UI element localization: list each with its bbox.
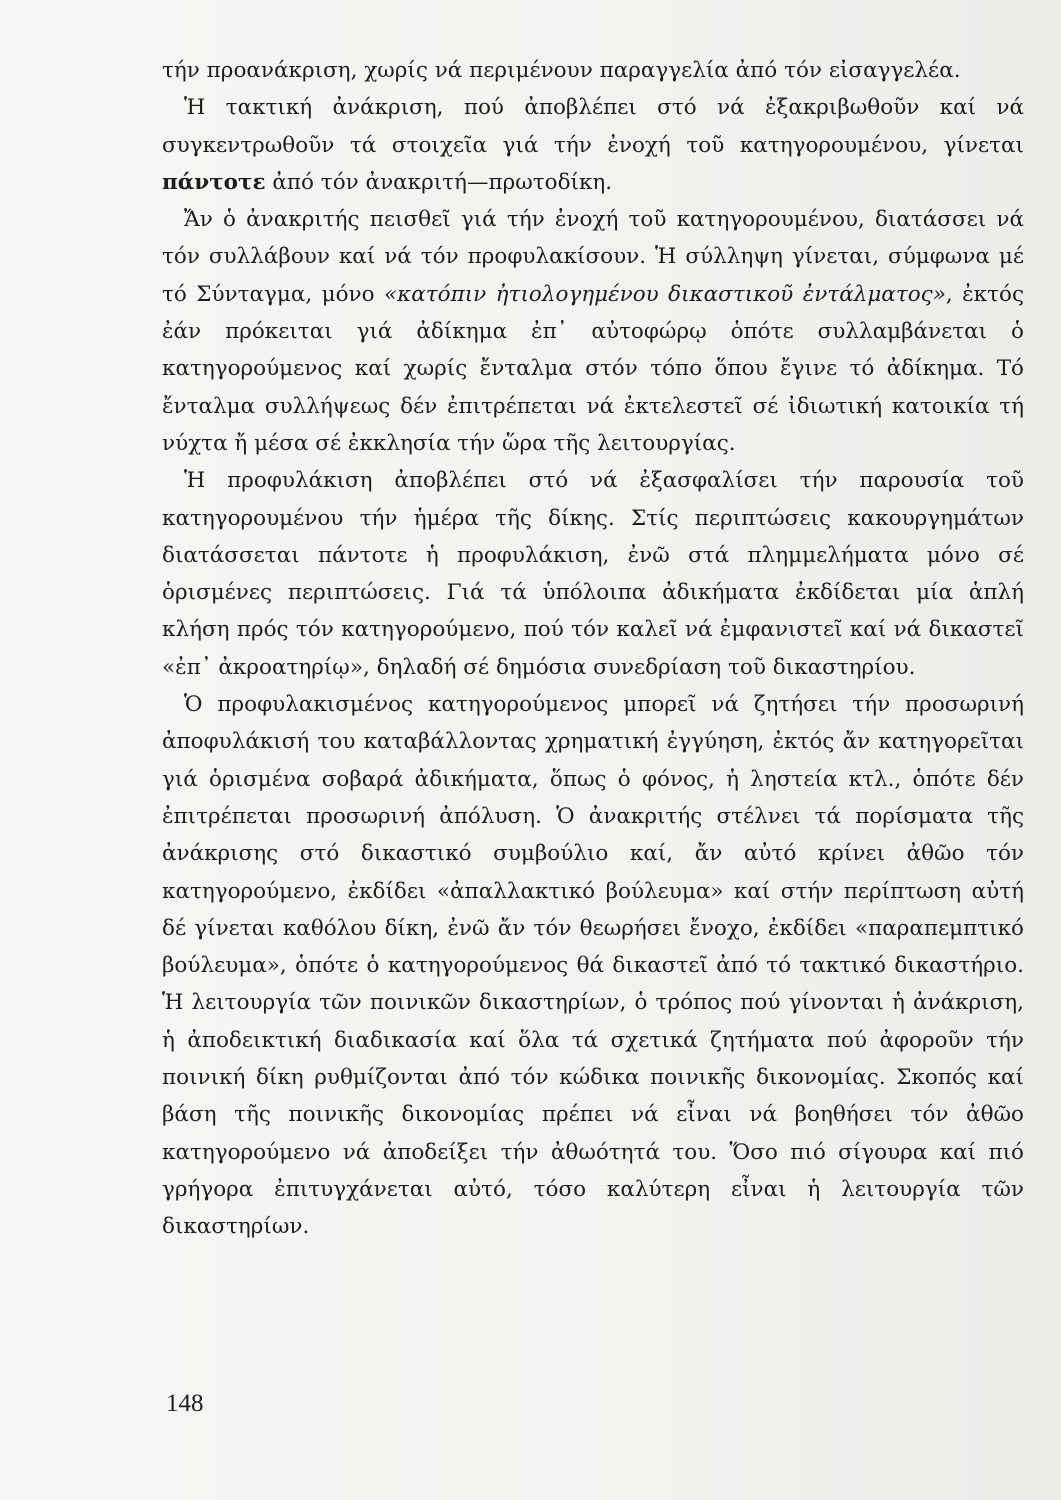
- text-run: Ἄν ὁ ἀνακριτής πεισθεῖ γιά τήν ἐνοχή τοῦ κατηγορουμένου, διατάσσει νά τόν συλλάβουν καί νά τόν προφυλακίσουν. Ἡ σύλληψη γίνεται, σύμφωνα μέ τό Σύνταγμα, μόνο: [162, 207, 1024, 307]
- text-run: Ὁ προφυλακισμένος κατηγορούμενος μπορεῖ νά ζητήσει τήν προσωρινή ἀποφυλάκισή του καταβάλλοντας χρηματική ἐγγύηση, ἐκτός ἄν κατηγορεῖται γιά ὁρισμένα σοβαρά ἀδικήματα, ὅπως ὁ φόνος, ἡ ληστεία κτλ., ὁπότε δέν ἐπιτρέπεται προσωρινή ἀπόλυση. Ὁ ἀνακριτής στέλνει τά πορίσματα τῆς ἀνάκρισης στό δικαστικό συμβούλιο καί, ἄν αὐτό κρίνει ἀθῶο τόν κατηγορούμενο, ἐκδίδει «ἀπαλλακτικό βούλευμα» καί στήν περίπτωση αὐτή δέ γίνεται καθόλου δίκη, ἐνῶ ἄν τόν θεωρήσει ἔνοχο, ἐκδίδει «παραπεμπτικό βούλευμα», ὁπότε ὁ κατηγορούμενος θά δικαστεῖ ἀπό τό τακτικό δικαστήριο. Ἡ λειτουργία τῶν ποινικῶν δικαστηρίων, ὁ τρόπος πού γίνονται ἡ ἀνάκριση, ἡ ἀποδεικτική διαδικασία καί ὅλα τά σχετικά ζητήματα πού ἀφοροῦν τήν ποινική δίκη ρυθμίζονται ἀπό τόν κώδικα ποινικῆς δικονομίας. Σκοπός καί βάση τῆς ποινικῆς δικονομίας πρέπει νά εἶναι νά βοηθήσει τόν ἀθῶο κατηγορούμενο νά ἀποδείξει τήν ἀθωότητά του. Ὅσο πιό σίγουρα καί πιό γρήγορα ἐπιτυγχάνεται αὐτό, τόσο καλύτερη εἶναι ἡ λειτουργία τῶν δικαστηρίων.: [162, 692, 1024, 1240]
- text-run: Ἡ τακτική ἀνάκριση, πού ἀποβλέπει στό νά ἐξακριβωθοῦν καί νά συγκεντρωθοῦν τά στοιχεῖα γιά τήν ἐνοχή τοῦ κατηγορουμένου, γίνεται: [162, 95, 1024, 158]
- text-run: ἀπό τόν ἀνακριτή—πρωτοδίκη.: [265, 169, 613, 195]
- paragraph-4: [162, 462, 1024, 686]
- paragraph-2: [162, 89, 1024, 201]
- paragraph-1: [162, 52, 1024, 89]
- quote-italic: «κατόπιν ἠτιολογημένου δικαστικοῦ ἐντάλματος»: [384, 281, 946, 307]
- page-number: 148: [166, 1390, 204, 1417]
- paragraph-5: [162, 686, 1024, 1245]
- body-text: [162, 52, 1024, 1246]
- text-run: Ἡ προφυλάκιση ἀποβλέπει στό νά ἐξασφαλίσει τήν παρουσία τοῦ κατηγορουμένου τήν ἡμέρα τῆς δίκης. Στίς περιπτώσεις κακουργημάτων διατάσσεται πάντοτε ἡ προφυλάκιση, ἐνῶ στά πλημμελήματα μόνο σέ ὁρισμένες περιπτώσεις. Γιά τά ὑπόλοιπα ἀδικήματα ἐκδίδεται μία ἁπλή κλήση πρός τόν κατηγορούμενο, πού τόν καλεῖ νά ἐμφανιστεῖ καί νά δικαστεῖ «ἐπ᾽ ἀκροατηρίῳ», δηλαδή σέ δημόσια συνεδρίαση τοῦ δικαστηρίου.: [162, 468, 1024, 680]
- paragraph-3: [162, 201, 1024, 462]
- text-run: , ἐκτός ἐάν πρόκειται γιά ἀδίκημα ἐπ᾽ αὐτοφώρῳ ὁπότε συλλαμβάνεται ὁ κατηγορούμενος καί χωρίς ἔνταλμα στόν τόπο ὅπου ἔγινε τό ἀδίκημα. Τό ἔνταλμα συλλήψεως δέν ἐπιτρέπεται νά ἐκτελεστεῖ σέ ἰδιωτική κατοικία τή νύχτα ἤ μέσα σέ ἐκκλησία τήν ὥρα τῆς λειτουργίας.: [162, 281, 1024, 456]
- text-run: τήν προανάκριση, χωρίς νά περιμένουν παραγγελία ἀπό τόν εἰσαγγελέα.: [162, 58, 961, 83]
- emphasis-bold: πάντοτε: [162, 169, 266, 195]
